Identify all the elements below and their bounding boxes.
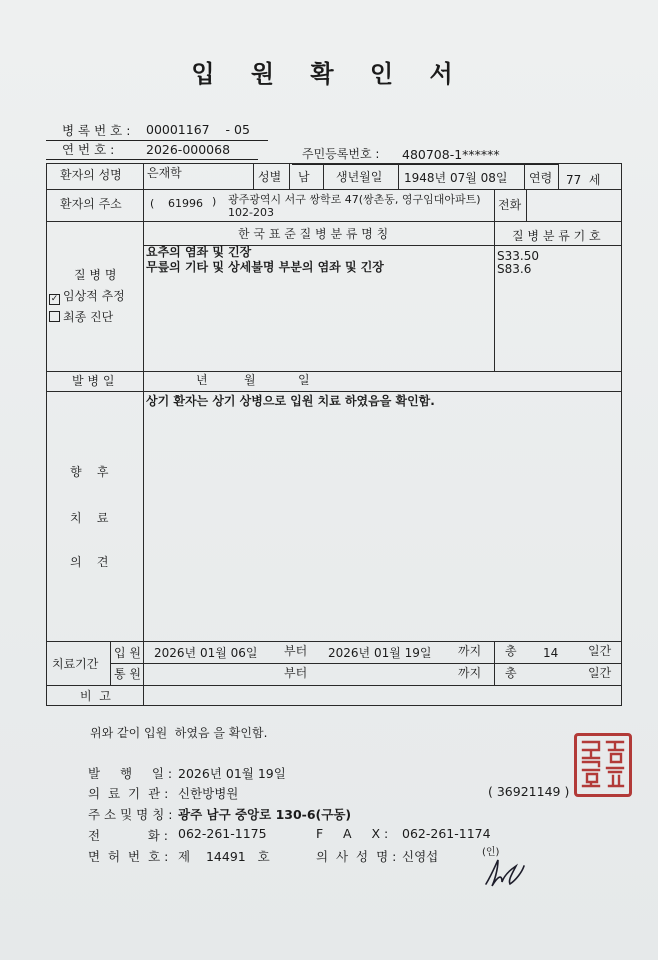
zip-open: ( bbox=[150, 197, 155, 210]
diagnosis-label: 질 병 명 bbox=[74, 268, 117, 282]
onset-day-word: 일 bbox=[298, 373, 310, 387]
ward-number-value: 00001167 - 05 bbox=[146, 122, 250, 137]
kcd-code-header: 질 병 분 류 기 호 bbox=[512, 229, 601, 243]
institution-label: 의 료 기 관 : bbox=[88, 786, 169, 801]
telephone-value: 062-261-1175 bbox=[178, 826, 267, 841]
opinion-label-2: 치 료 bbox=[70, 511, 109, 525]
checked-box-icon: ✓ bbox=[50, 294, 59, 304]
zip-code: 61996 bbox=[168, 197, 203, 210]
address-name-label: 주 소 및 명 칭 : bbox=[88, 807, 173, 822]
inpatient-days: 14 bbox=[543, 646, 559, 660]
option-clinical-estimate: ✓ 임상적 추정 bbox=[50, 289, 125, 304]
hospital-seal-stamp bbox=[574, 733, 632, 797]
outpatient-label: 통 원 bbox=[114, 667, 141, 681]
unchecked-box-icon bbox=[49, 311, 60, 322]
dob-value: 1948년 07월 08일 bbox=[404, 171, 508, 185]
sex-value: 남 bbox=[298, 170, 310, 184]
issue-date-value: 2026년 01월 19일 bbox=[178, 766, 286, 781]
remarks-label: 비 고 bbox=[80, 689, 111, 703]
issue-date-label: 발 행 일 : bbox=[88, 766, 173, 781]
dob-label: 생년월일 bbox=[336, 170, 383, 184]
doctor-signature bbox=[482, 856, 528, 890]
onset-label: 발 병 일 bbox=[72, 374, 115, 388]
fax-value: 062-261-1174 bbox=[402, 826, 491, 841]
outpatient-from-word: 부터 bbox=[284, 666, 308, 680]
opinion-text: 상기 환자는 상기 상병으로 입원 치료 하였음을 확인함. bbox=[146, 394, 435, 408]
license-label: 면 허 번 호 : bbox=[88, 849, 169, 864]
serial-number-value: 2026-000068 bbox=[146, 142, 231, 157]
document-title: 입 원 확 인 서 bbox=[191, 60, 467, 88]
outpatient-to-word: 까지 bbox=[458, 666, 482, 680]
zip-close: ) bbox=[212, 195, 217, 208]
patient-name-value: 은재학 bbox=[147, 166, 182, 180]
inpatient-label: 입 원 bbox=[114, 646, 141, 660]
opinion-label-3: 의 견 bbox=[70, 555, 109, 569]
inpatient-to-word: 까지 bbox=[458, 644, 482, 658]
rrn-value: 480708-1****** bbox=[402, 147, 500, 162]
diagnosis-name-1: 요추의 염좌 및 긴장 bbox=[146, 245, 252, 259]
inpatient-days-word: 일간 bbox=[588, 644, 612, 658]
rrn-label: 주민등록번호 : bbox=[302, 147, 380, 161]
age-value: 77 세 bbox=[566, 173, 601, 187]
age-label: 연령 bbox=[529, 171, 553, 185]
diagnosis-name-2: 무릎의 기타 및 상세불명 부분의 염좌 및 긴장 bbox=[146, 260, 384, 274]
doctor-name-label: 의 사 성 명 : bbox=[316, 849, 397, 864]
onset-month-word: 월 bbox=[244, 373, 256, 387]
patient-name-label: 환자의 성명 bbox=[60, 168, 122, 182]
seal-mark: (인) bbox=[482, 847, 500, 858]
diagnosis-code-1: S33.50 bbox=[497, 249, 539, 263]
outpatient-total-word: 총 bbox=[505, 666, 517, 680]
diagnosis-code-2: S83.6 bbox=[497, 262, 532, 276]
phone-label: 전화 bbox=[498, 198, 522, 212]
doctor-name-value: 신영섭 bbox=[402, 849, 439, 864]
address-line-2: 102-203 bbox=[228, 206, 274, 219]
outpatient-days-word: 일간 bbox=[588, 666, 612, 680]
inpatient-total-word: 총 bbox=[505, 644, 517, 658]
address-name-value: 광주 남구 중앙로 130-6(구동) bbox=[178, 807, 352, 822]
license-value: 제 14491 호 bbox=[178, 849, 270, 864]
sex-label: 성별 bbox=[258, 170, 282, 184]
opinion-label-1: 향 후 bbox=[70, 465, 109, 479]
inpatient-to-date: 2026년 01월 19일 bbox=[328, 646, 432, 660]
inpatient-from-word: 부터 bbox=[284, 644, 308, 658]
confirm-statement: 위와 같이 입원 하였음 을 확인함. bbox=[90, 726, 268, 740]
serial-number-underline bbox=[46, 159, 258, 160]
institution-code: ( 36921149 ) bbox=[488, 784, 570, 799]
treatment-period-label: 치료기간 bbox=[52, 657, 99, 671]
address-line-1: 광주광역시 서구 쌍학로 47(쌍촌동, 영구임대아파트) bbox=[228, 193, 481, 206]
telephone-label: 전 화 : bbox=[88, 828, 169, 843]
fax-label: F A X : bbox=[316, 826, 389, 841]
address-label: 환자의 주소 bbox=[60, 197, 122, 211]
institution-value: 신한방병원 bbox=[178, 786, 239, 801]
kcd-name-header: 한 국 표 준 질 병 분 류 명 칭 bbox=[238, 227, 389, 241]
serial-number-label: 연 번 호 : bbox=[62, 142, 115, 157]
inpatient-from-date: 2026년 01월 06일 bbox=[154, 646, 258, 660]
onset-year-word: 년 bbox=[196, 373, 208, 387]
option-final-diagnosis: 최종 진단 bbox=[49, 310, 113, 324]
ward-number-label: 병 록 번 호 : bbox=[62, 123, 131, 138]
